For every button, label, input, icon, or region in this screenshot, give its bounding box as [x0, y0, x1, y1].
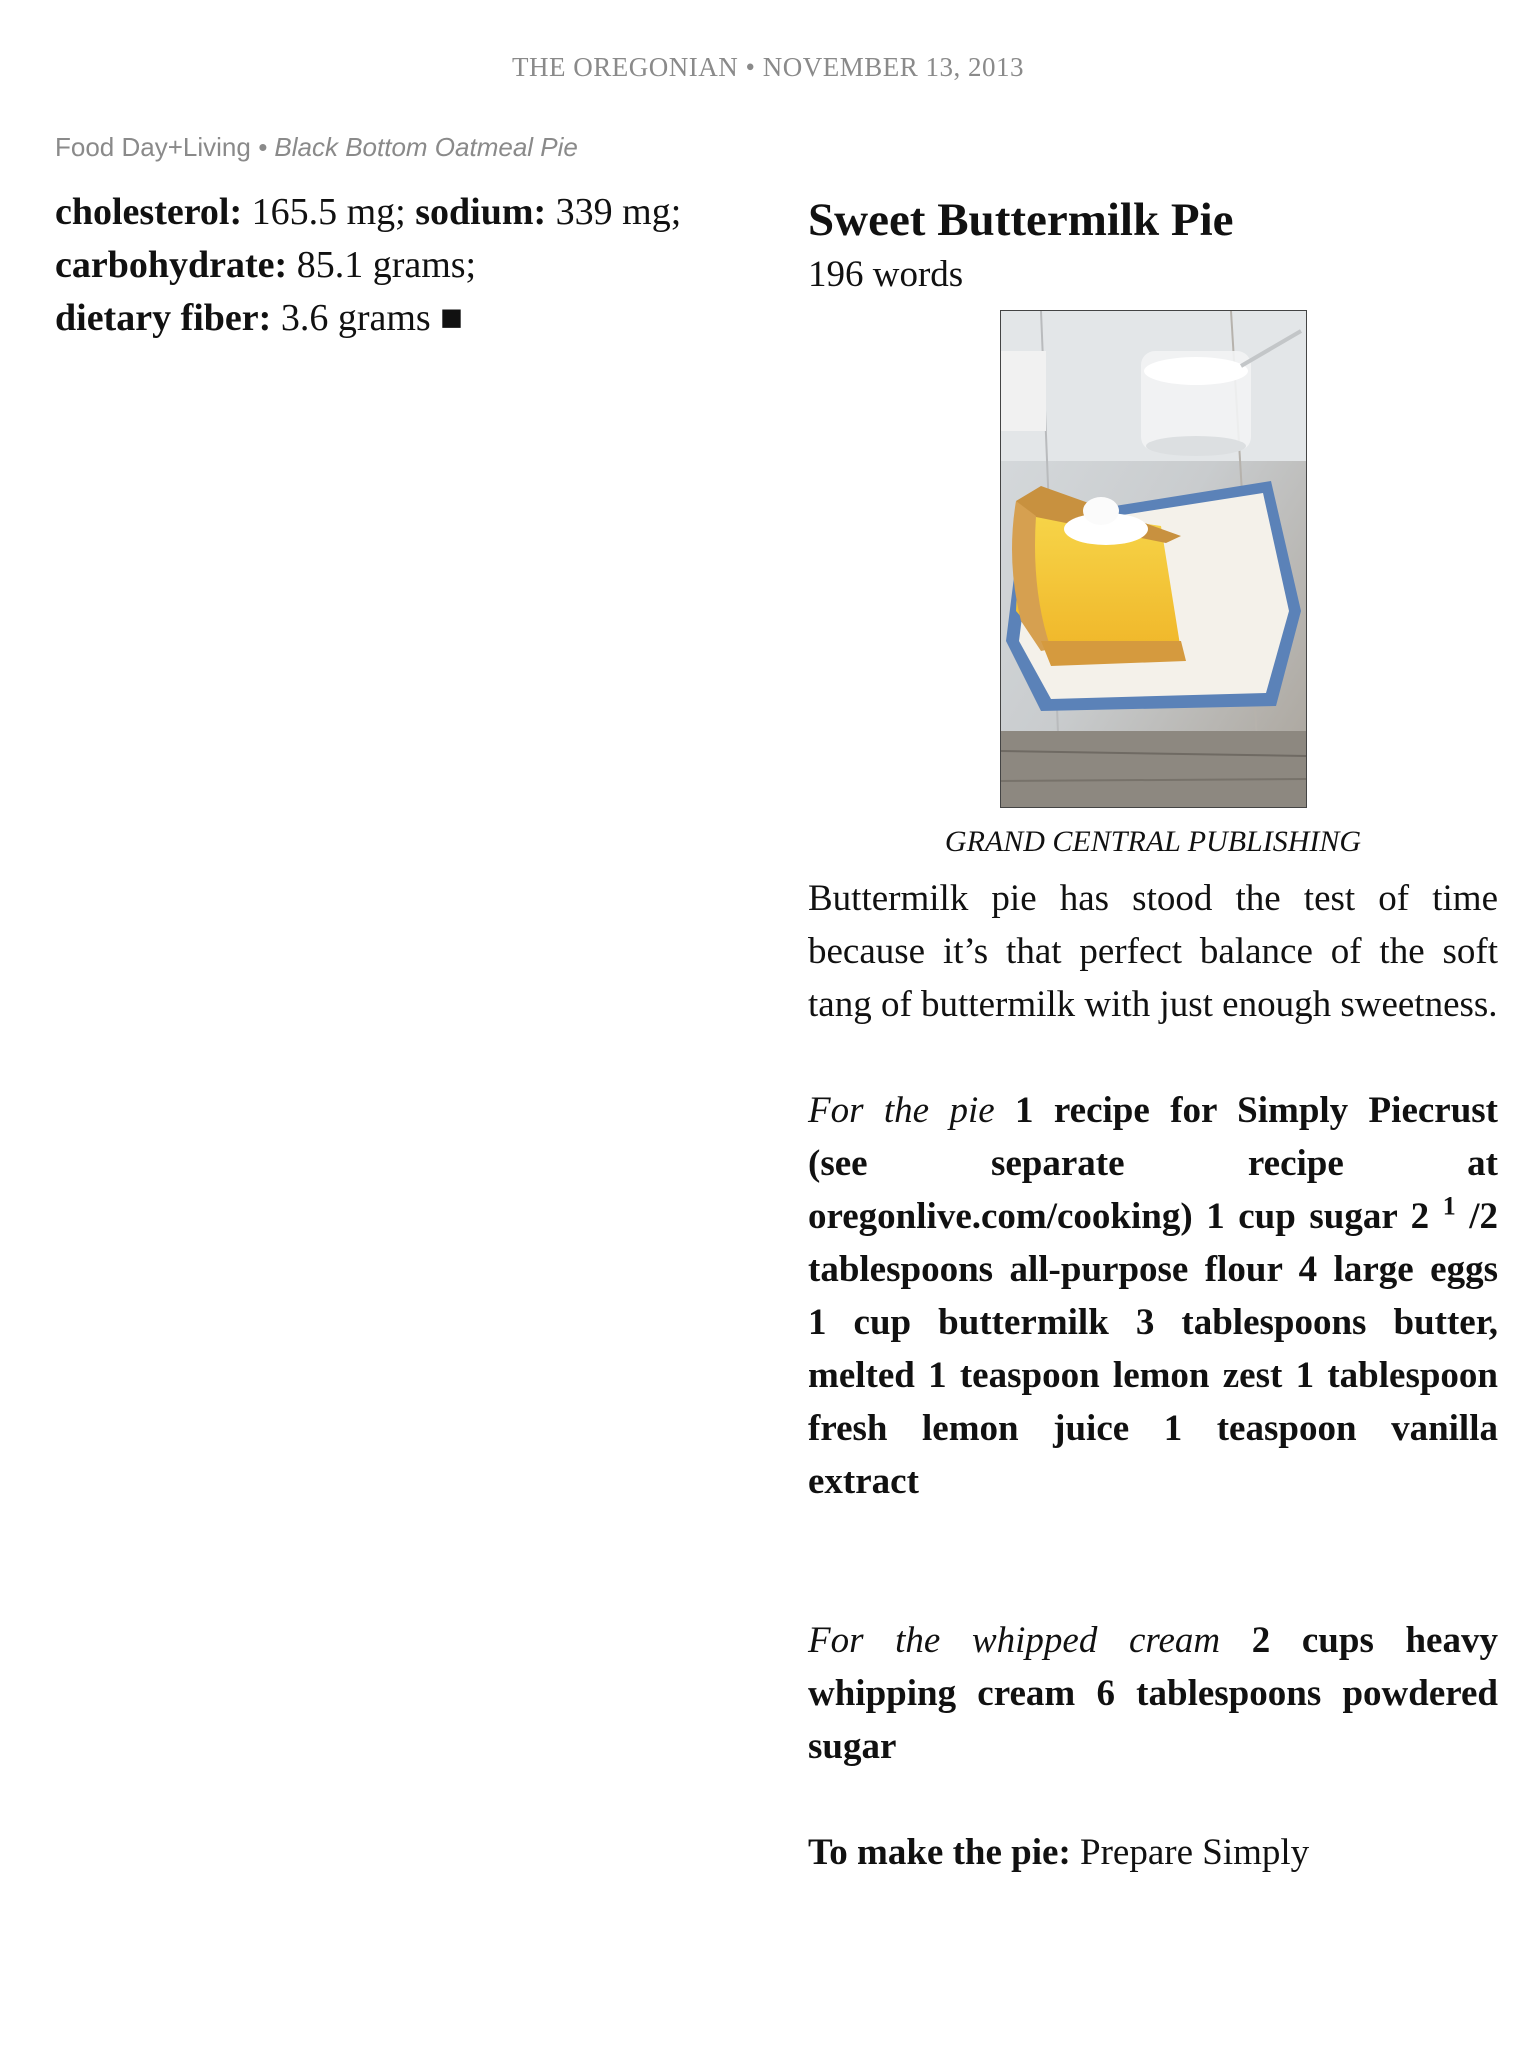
fiber-label: dietary fiber:	[55, 297, 272, 339]
photo-credit: GRAND CENTRAL PUBLISHING	[944, 825, 1362, 858]
nutrition-info	[55, 186, 735, 345]
pie-ingredients	[808, 1084, 1498, 1508]
cream-ingredients	[808, 1614, 1498, 1773]
pie-ingredients-b: /2 tablespoons all-purpose flour 4 large eggs 1 cup buttermilk 3 tablespoons butter, melted 1 teaspoon lemon zest 1 tablespoon fresh lemon juice 1 teaspoon vanilla extract	[808, 1196, 1499, 1502]
article-intro: Buttermilk pie has stood the test of time because it’s that perfect balance of the soft tang of buttermilk with just enough sweetness.	[808, 878, 1498, 1025]
cream-ingredients-list: 2 cups heavy whipping cream 6 tablespoons powdered sugar	[808, 1620, 1498, 1767]
fiber-value: 3.6 grams ■	[271, 297, 464, 339]
instructions-label: To make the pie:	[808, 1832, 1071, 1873]
breadcrumb	[55, 132, 578, 163]
sodium-label: sodium:	[415, 191, 547, 233]
cream-heading: For the whipped cream	[808, 1620, 1221, 1661]
pie-heading: For the pie	[808, 1090, 995, 1131]
breadcrumb-section[interactable]: Food Day+Living	[55, 132, 251, 162]
article	[808, 192, 1498, 1879]
instructions-text: Prepare Simply	[1070, 1832, 1310, 1873]
breadcrumb-separator: •	[250, 132, 275, 162]
carbohydrate-value: 85.1 grams;	[287, 244, 477, 286]
masthead: THE OREGONIAN • NOVEMBER 13, 2013	[512, 52, 1024, 82]
sodium-value: 339 mg;	[546, 191, 682, 233]
instructions	[808, 1826, 1498, 1879]
cholesterol-label: cholesterol:	[55, 191, 243, 233]
article-title[interactable]: Sweet Buttermilk Pie	[808, 194, 1234, 246]
pie-ingredients-a: 1 recipe for Simply Piecrust (see separate recipe at oregonlive.com/cooking) 1 cup sugar 2	[808, 1090, 1499, 1237]
cholesterol-value: 165.5 mg;	[242, 191, 416, 233]
carbohydrate-label: carbohydrate:	[55, 244, 288, 286]
pie-photo[interactable]	[1000, 310, 1307, 808]
breadcrumb-article[interactable]: Black Bottom Oatmeal Pie	[274, 132, 578, 162]
pie-fraction-numerator: 1	[1442, 1191, 1456, 1221]
word-count: 196 words	[808, 254, 964, 295]
